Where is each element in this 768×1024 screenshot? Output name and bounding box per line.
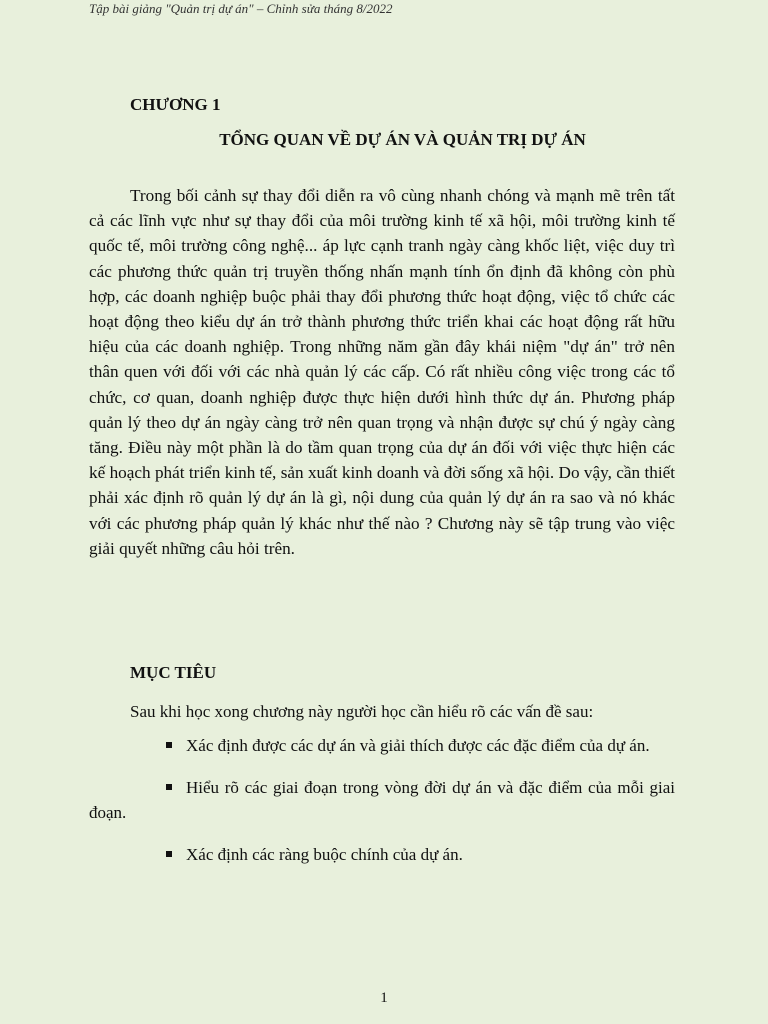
bullet-square-icon [166, 851, 172, 857]
bullet-square-icon [166, 784, 172, 790]
objectives-intro: Sau khi học xong chương này người học cần hiểu rõ các vấn đề sau: [130, 702, 594, 721]
chapter-title: TỔNG QUAN VỀ DỰ ÁN VÀ QUẢN TRỊ DỰ ÁN [219, 130, 586, 149]
list-item [89, 842, 675, 868]
running-header: Tập bài giảng "Quản trị dự án" – Chỉnh sửa tháng 8/2022 [89, 1, 393, 16]
objectives-heading: MỤC TIÊU [130, 663, 217, 682]
objective-text: Hiểu rõ các giai đoạn trong vòng đời dự án và đặc điểm của mỗi giai đoạn. [89, 777, 675, 822]
objectives-list [89, 733, 675, 883]
objective-text: Xác định các ràng buộc chính của dự án. [186, 844, 463, 864]
bullet-square-icon [166, 742, 172, 748]
intro-paragraph: Trong bối cảnh sự thay đổi diễn ra vô cùng nhanh chóng và mạnh mẽ trên tất cả các lĩnh vực như sự thay đổi của môi trường kinh tế xã hội, môi trường kinh tế quốc tế, môi trường công nghệ... áp lực cạnh tranh ngày càng khốc liệt, việc duy trì các phương thức quản trị truyền thống nhấn mạnh tính ổn định đã không còn phù hợp, các doanh nghiệp buộc phải thay đổi phương thức hoạt động, việc tổ chức các hoạt động theo kiểu dự án trở thành phương thức triển khai các hoạt động rất hữu hiệu của các doanh nghiệp. Trong những năm gần đây khái niệm "dự án" trở nên thân quen với đối với các nhà quản lý các cấp. Có rất nhiều công việc trong các tổ chức, cơ quan, doanh nghiệp được thực hiện dưới hình thức dự án. Phương pháp quản lý theo dự án ngày càng trở nên quan trọng và nhận được sự chú ý ngày càng tăng. Điều này một phần là do tầm quan trọng của dự án đối với việc thực hiện các kế hoạch phát triển kinh tế, sản xuất kinh doanh và đời sống xã hội. Do vậy, cần thiết phải xác định rõ quản lý dự án là gì, nội dung của quản lý dự án ra sao và nó khác với các phương pháp quản lý khác như thế nào ? Chương này sẽ tập trung vào việc giải quyết những câu hỏi trên. [89, 186, 675, 558]
list-item [89, 775, 675, 826]
list-item [89, 733, 675, 759]
chapter-label: CHƯƠNG 1 [130, 95, 221, 114]
objective-text: Xác định được các dự án và giải thích được các đặc điểm của dự án. [186, 736, 650, 755]
page-number: 1 [380, 990, 388, 1006]
